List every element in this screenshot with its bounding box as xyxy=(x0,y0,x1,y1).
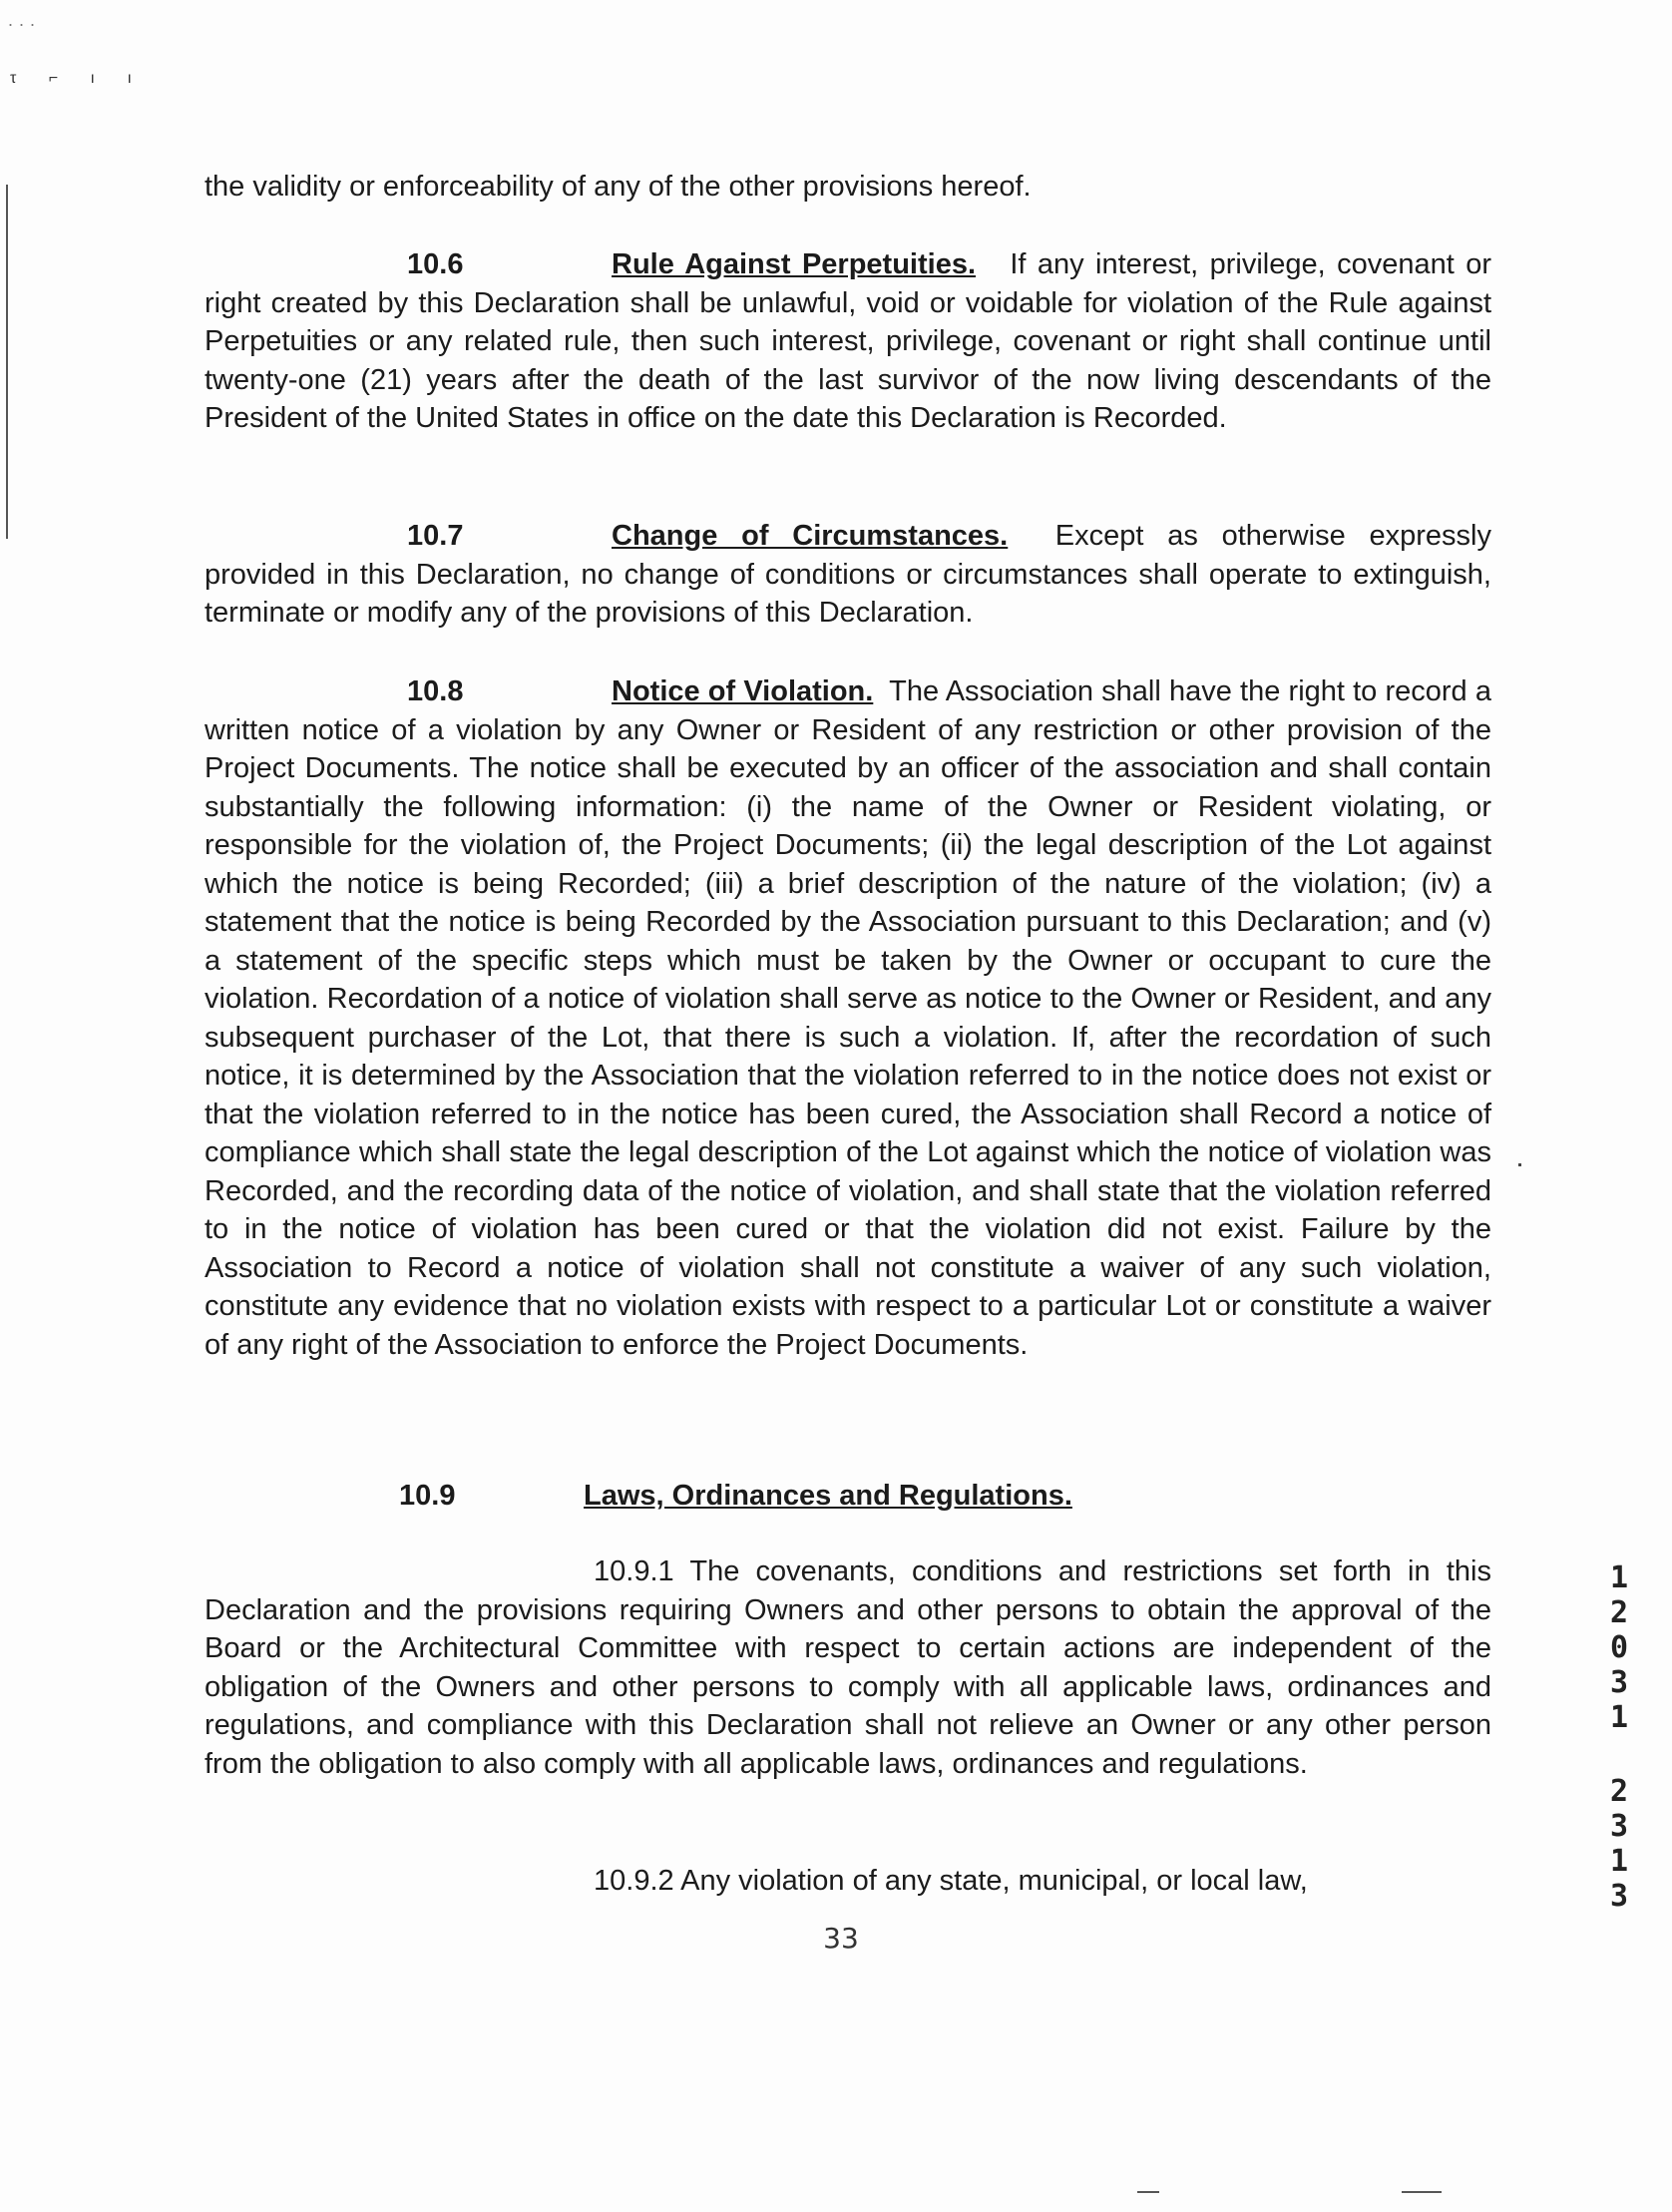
subsection-text: The covenants, conditions and restrictions set forth in this Declaration and the provisions requiring Owners and other persons to obtain the approval of the Board or the Architectural Committee with respect to certain actions are independent of the obligation of the Owners and other persons to comply with all applicable laws, ordinances and regulations, and compliance with this Declaration shall not relieve an Owner or any other person from the obligation to also comply with all applicable laws, ordinances and regulations. xyxy=(205,1555,1491,1780)
section-10-6 xyxy=(205,245,1491,438)
section-10-9 xyxy=(205,1477,1491,1516)
margin-line xyxy=(6,185,8,539)
continuation-paragraph: the validity or enforceability of any of the other provisions hereof. xyxy=(205,171,1032,203)
section-heading: Change of Circumstances. xyxy=(612,520,1009,552)
subsection-text: Any violation of any state, municipal, or local law, xyxy=(680,1865,1308,1897)
section-number: 10.7 xyxy=(407,520,464,552)
stamp-digit: 3 xyxy=(1609,1879,1629,1914)
subsection-number: 10.9.2 xyxy=(594,1865,674,1897)
scan-artifact-bottom xyxy=(1402,2191,1442,2193)
section-10-7 xyxy=(205,517,1491,633)
scan-artifact-bottom xyxy=(1137,2191,1159,2193)
scan-artifact-corner: τ ⌐ ı ı xyxy=(10,70,146,87)
section-text: If any interest, privilege, covenant or right created by this Declaration shall be unlawful, void or voidable for violation of the Rule against Perpetuities or any related rule, then such interest, privilege, covenant or right shall continue until twenty-one (21) years after the death of the last survivor of the now living descendants of the President of the United States in office on the date this Declaration is Recorded. xyxy=(205,248,1492,434)
recording-stamp-lower xyxy=(1599,1774,1639,1914)
scan-artifact-top: ... xyxy=(8,10,42,30)
stamp-digit: 1 xyxy=(1609,1560,1629,1595)
stamp-digit: 3 xyxy=(1609,1665,1629,1700)
stamp-digit: 2 xyxy=(1609,1774,1629,1809)
section-10-9-2 xyxy=(205,1862,1491,1901)
section-number: 10.6 xyxy=(407,248,464,280)
section-10-9-1 xyxy=(205,1552,1491,1783)
stamp-digit: 1 xyxy=(1609,1700,1629,1735)
stamp-digit: 1 xyxy=(1609,1844,1629,1879)
section-text: Except as otherwise expressly provided in this Declaration, no change of conditions or circumstances shall operate to extinguish, terminate or modify any of the provisions of this Declaration. xyxy=(205,520,1491,629)
section-number: 10.9 xyxy=(399,1480,456,1512)
section-text: The Association shall have the right to record a written notice of a violation by any Owner or Resident of any restriction or other provision of the Project Documents. The notice shall be executed by an officer of the association and shall contain substantially the following information: (i) the name of the Owner or Resident violating, or responsible for the violation of, the Project Documents; (ii) the legal description of the Lot against which the notice is being Recorded; (iii) a brief description of the nature of the violation; (iv) a statement that the notice is being Recorded by the Association pursuant to this Declaration; and (v) a statement of the specific steps which must be taken by the Owner or occupant to cure the violation. Recordation of a notice of violation shall serve as notice to the Owner or Resident, and any subsequent purchaser of the Lot, that there is such a violation. If, after the recordation of such notice, it is determined by the Association that the violation referred to in the notice does not exist or that the violation referred to in the notice has been cured, the Association shall Record a notice of compliance which shall state the legal description of the Lot against which the notice of violation was Recorded, and the recording data of the notice of violation, and shall state that the violation referred to in the notice of violation has been cured or that the violation did not exist. Failure by the Association to Record a notice of violation shall not constitute a waiver of any such violation, constitute any evidence that no violation exists with respect to a particular Lot or constitute a waiver of any right of the Association to enforce the Project Documents. xyxy=(205,675,1491,1361)
scan-speck xyxy=(1518,1163,1521,1166)
stamp-digit: 0 xyxy=(1609,1630,1629,1665)
section-heading: Notice of Violation. xyxy=(612,675,874,707)
section-number: 10.8 xyxy=(407,675,464,707)
subsection-number: 10.9.1 xyxy=(594,1555,674,1587)
page-number: 33 xyxy=(823,1922,859,1955)
section-heading: Rule Against Perpetuities. xyxy=(612,248,977,280)
stamp-digit: 2 xyxy=(1609,1595,1629,1630)
recording-stamp-upper xyxy=(1599,1560,1639,1735)
stamp-digit: 3 xyxy=(1609,1809,1629,1844)
section-10-8 xyxy=(205,672,1491,1364)
section-heading: Laws, Ordinances and Regulations. xyxy=(584,1480,1072,1512)
